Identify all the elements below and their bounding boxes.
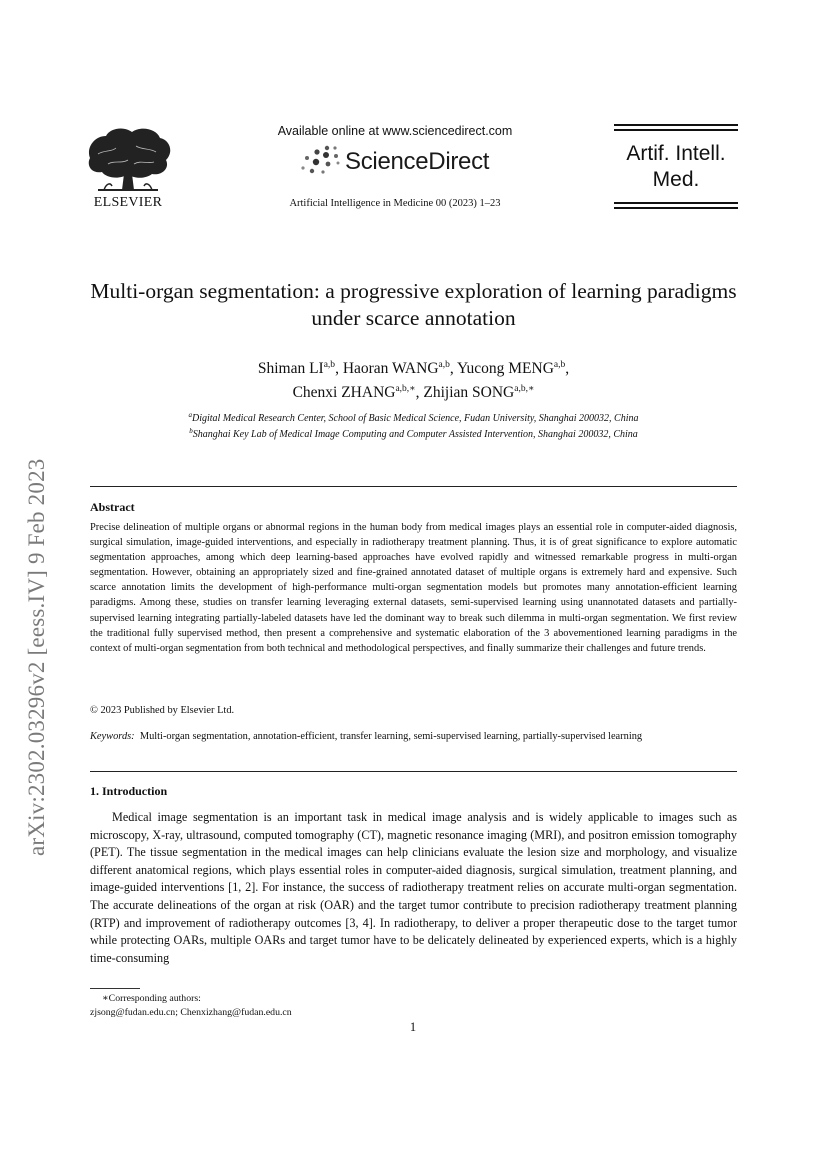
author-affiliation-marker: a,b,∗ [395, 384, 416, 394]
author-name: Zhijian SONG [423, 384, 515, 401]
page-number: 1 [409, 1020, 417, 1034]
author-affiliation-marker: a,b [553, 360, 566, 370]
elsevier-wordmark: ELSEVIER [93, 195, 163, 210]
footnote-rule [90, 988, 140, 989]
author-separator: , [565, 360, 570, 377]
journal-box-rule-top-2 [614, 129, 738, 131]
author-name: Shiman LI [257, 360, 324, 377]
sciencedirect-wordmark: ScienceDirect [345, 148, 490, 175]
author-list [90, 355, 737, 403]
paper-title: Multi-organ segmentation: a progressive exploration of learning paradigms under scarce annotation [90, 279, 737, 330]
footnote [90, 992, 490, 1020]
journal-abbrev-line1: Artif. Intell. [626, 142, 726, 165]
available-online-text: Available online at www.sciencedirect.com [277, 124, 513, 138]
author-separator: , [335, 360, 343, 377]
affiliation-marker: b [189, 427, 193, 435]
abstract-bottom-rule [90, 771, 737, 772]
abstract-heading: Abstract [90, 500, 135, 514]
affiliation-item [90, 425, 737, 441]
journal-abbrev-line2: Med. [652, 168, 700, 191]
keywords-label: Keywords: [90, 731, 135, 742]
elsevier-logo [78, 124, 178, 214]
author-name: Chenxi ZHANG [292, 384, 396, 401]
author-affiliation-marker: a,b [438, 360, 450, 370]
journal-box-rule-top [614, 124, 738, 126]
abstract-top-rule [90, 486, 737, 487]
sciencedirect-logo [297, 142, 497, 178]
journal-abbrev-box [614, 122, 738, 210]
affiliation-text: Shanghai Key Lab of Medical Image Computing and Computer Assisted Intervention, Shanghai 200032, China [192, 429, 638, 440]
sciencedirect-dots-icon [297, 144, 343, 176]
author-name: Yucong MENG [457, 360, 554, 377]
affiliation-text: Digital Medical Research Center, School of Basic Medical Science, Fudan University, Shanghai 200032, China [192, 413, 639, 424]
keywords-text: Multi-organ segmentation, annotation-efficient, transfer learning, semi-supervised learning, partially-supervised learning [139, 731, 643, 742]
affiliation-item [90, 409, 737, 425]
journal-box-rule-bottom [614, 202, 738, 204]
author-separator: , [415, 384, 424, 401]
author-name: Haoran WANG [342, 360, 439, 377]
author-separator: , [449, 360, 458, 377]
footnote-emails: zjsong@fudan.edu.cn; Chenxizhang@fudan.edu.cn [90, 1007, 292, 1018]
keywords [90, 730, 737, 744]
copyright-notice: © 2023 Published by Elsevier Ltd. [90, 705, 235, 716]
journal-abbrev [614, 141, 738, 193]
introduction-heading: 1. Introduction [90, 784, 168, 798]
footnote-corresponding-label: ∗Corresponding authors: [102, 993, 201, 1004]
affiliation-list [90, 409, 737, 441]
journal-box-rule-bottom-2 [614, 207, 738, 209]
author-affiliation-marker: a,b,∗ [514, 384, 535, 394]
affiliation-marker: a [188, 411, 192, 419]
arxiv-identifier-stamp: arXiv:2302.03296v2 [eess.IV] 9 Feb 2023 [24, 458, 49, 856]
introduction-text: Medical image segmentation is an important task in medical image analysis and is widely applicable to images such as microscopy, X-ray, ultrasound, computed tomography (CT), magnetic resonance imaging (MRI), and positron emission tomography (PET). The tissue segmentation in the medical images can help clinicians evaluate the lesion size and morphology, and visualize different anatomical regions, which plays essential roles in computer-aided diagnosis, surgical simulation, treatment planning, and image-guided interventions [1, 2]. For instance, the success of radiotherapy treatment relies on accurate multi-organ segmentation. The accurate delineations of the organ at risk (OAR) and the target tumor contribute to precision radiotherapy treatment planning (RTP) and improvement of radiotherapy outcomes [3, 4]. In radiotherapy, to deliver a proper therapeutic dose to the target tumor while protecting OARs, multiple OARs and target tumor have to be delicately delineated by experienced experts, which is a highly time-consuming [90, 810, 737, 965]
journal-citation: Artificial Intelligence in Medicine 00 (2023) 1–23 [289, 198, 501, 209]
abstract-text: Precise delineation of multiple organs or abnormal regions in the human body from medical images plays an essential role in computer-aided diagnosis, surgical simulation, image-guided interventions, and especially in radiotherapy treatment planning. Thus, it is of great significance to explore automatic segmentation approaches, among which deep learning-based approaches have evolved rapidly and witnessed remarkable progress in multi-organ segmentation. However, obtaining an appropriately sized and fine-grained annotated dataset of multiple organs is extremely hard and expensive. Such scarce annotation limits the development of high-performance multi-organ segmentation models but promotes many annotation-efficient learning paradigms. Among these, studies on transfer learning leveraging external datasets, semi-supervised learning using unannotated datasets and partially-supervised learning integrating partially-labeled datasets have led the dominant way to break such dilemma in multi-organ segmentation. We first review the traditional fully supervised method, then present a comprehensive and systematic elaboration of the 3 abovementioned learning paradigms in the context of multi-organ segmentation from both technical and methodological perspectives, and finally summarize their challenges and future trends. [90, 522, 737, 654]
journal-header [0, 118, 827, 218]
author-affiliation-marker: a,b [323, 360, 336, 370]
elsevier-tree-icon [78, 124, 178, 194]
